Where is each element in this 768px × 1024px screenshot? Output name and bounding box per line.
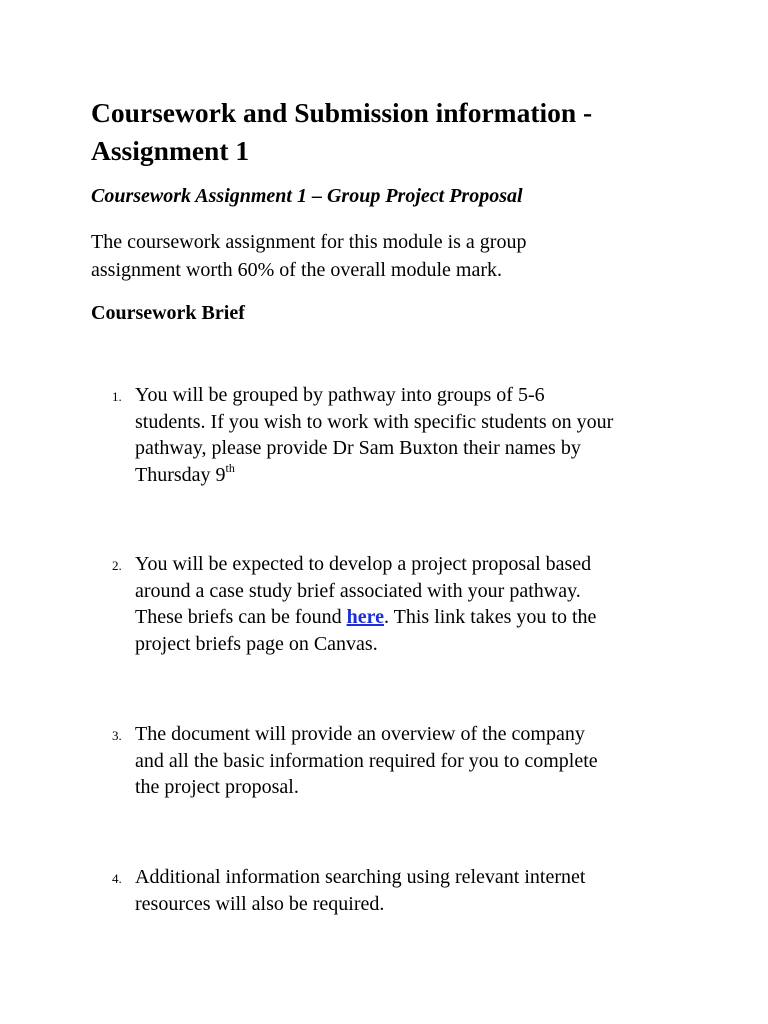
list-item-number: 4. [112,871,122,886]
list-item-text [135,382,691,488]
project-briefs-link[interactable]: here [346,606,384,628]
list-item-line: project briefs page on Canvas. [135,632,378,655]
list-item-number: 1. [112,389,122,404]
intro-line-2: assignment worth 60% of the overall module mark. [91,259,503,281]
list-item-line: These briefs can be found [135,606,347,628]
list-item-line: the project proposal. [135,776,299,798]
list-item-line: resources will also be required. [135,892,385,915]
page-title [91,94,691,170]
list-item-line: . This link takes you to the [384,606,597,628]
list-item-line: Thursday 9 [135,463,226,486]
list-item-number: 3. [112,728,122,743]
title-line-1: Coursework and Submission information - [91,97,593,128]
intro-paragraph [91,228,651,284]
intro-line-1: The coursework assignment for this module is a group [91,231,527,253]
coursework-brief-heading: Coursework Brief [91,302,245,324]
list-item-number: 2. [112,558,122,573]
ordinal-superscript: th [225,460,235,475]
list-item-line: You will be grouped by pathway into groups of 5-6 [135,384,545,406]
list-item-text [135,551,691,657]
list-item-line: students. If you wish to work with specific students on your [135,410,614,433]
list-item-text [135,864,691,917]
list-item-line: You will be expected to develop a project proposal based [135,553,592,575]
list-item-text [135,721,691,801]
list-item-line: Additional information searching using relevant internet [135,866,586,888]
list-item-line: The document will provide an overview of the company [135,723,585,745]
assignment-subtitle: Coursework Assignment 1 – Group Project Proposal [91,185,523,207]
list-item-line: around a case study brief associated with your pathway. [135,579,581,602]
title-line-2: Assignment 1 [91,135,250,166]
list-item-line: and all the basic information required for you to complete [135,749,598,772]
list-item-line: pathway, please provide Dr Sam Buxton their names by [135,437,581,459]
